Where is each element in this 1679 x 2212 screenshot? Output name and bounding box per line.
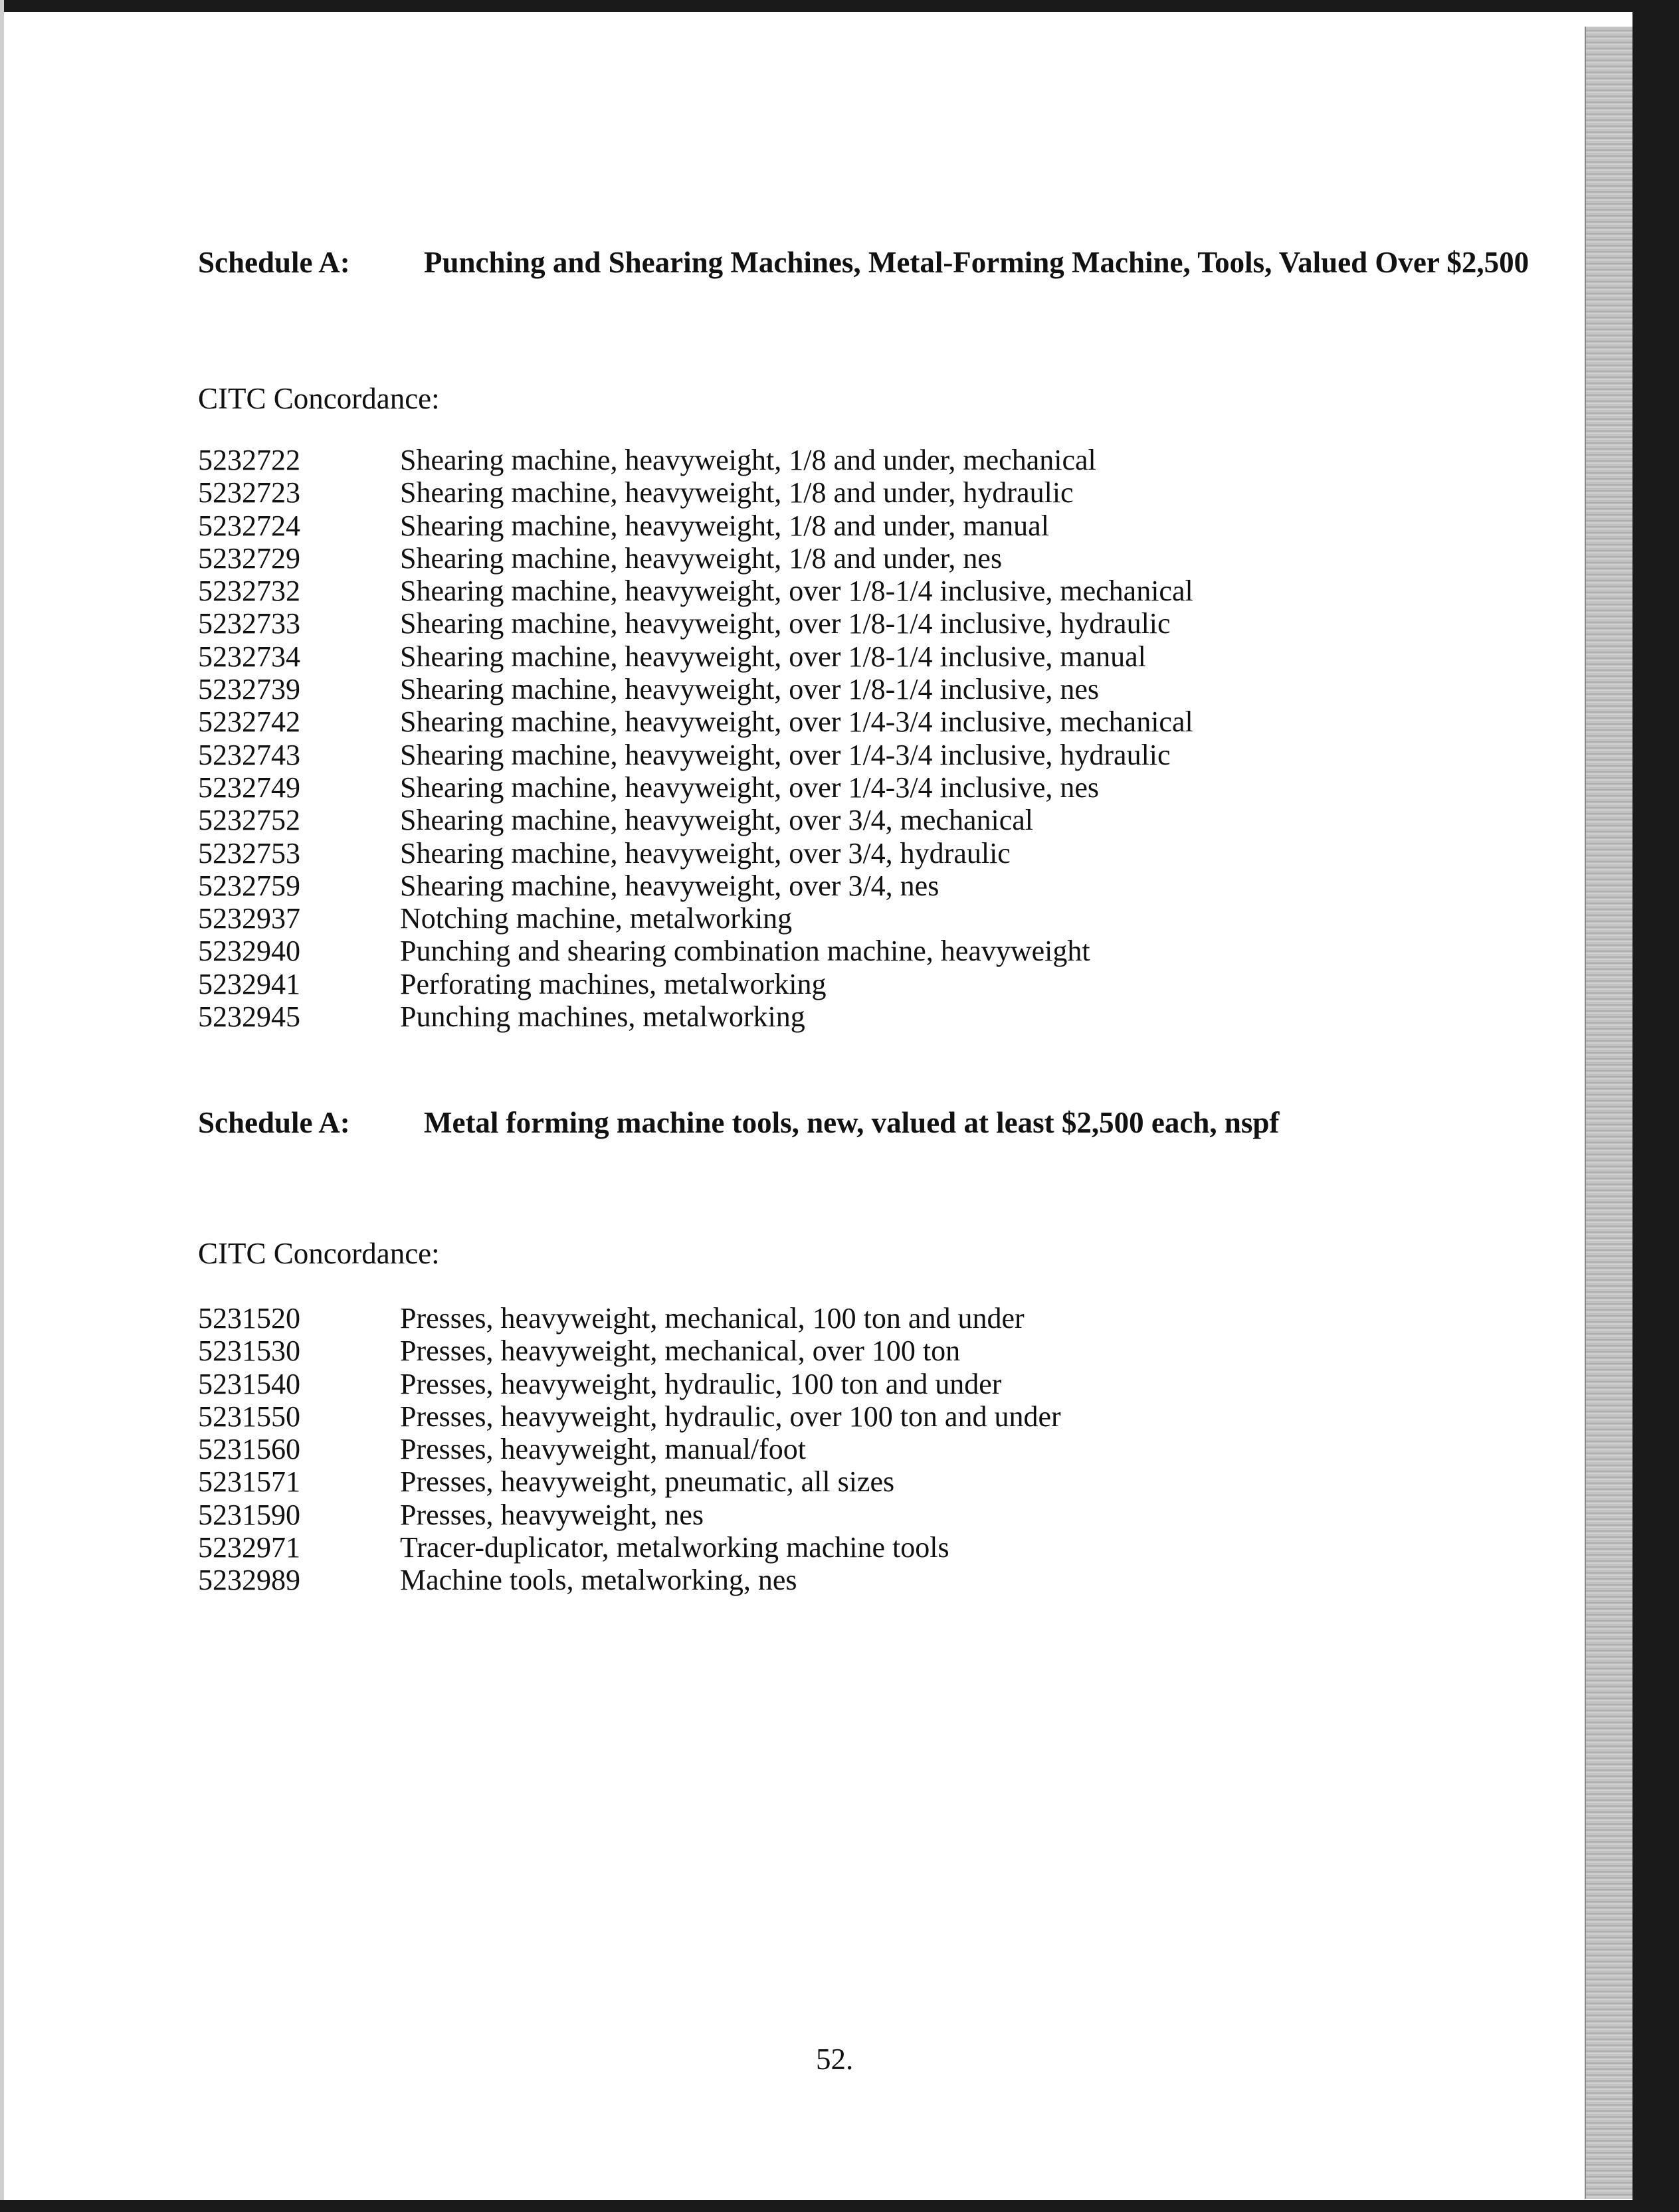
list-item [198,804,1328,836]
item-description: Shearing machine, heavyweight, over 1/4-3/4 inclusive, nes [400,771,1100,804]
citc-code: 5231571 [198,1465,300,1499]
item-description: Presses, heavyweight, manual/foot [400,1433,806,1466]
list-item [198,870,1328,902]
list-item [198,640,1328,673]
list-item [198,1000,1328,1033]
section-1-label: Schedule A: [198,246,350,279]
section-2-title: Metal forming machine tools, new, valued at least $2,500 each, nspf [424,1106,1280,1139]
item-description: Shearing machine, heavyweight, over 3/4, nes [400,869,939,902]
list-item [198,1433,1328,1465]
citc-code: 5232940 [198,935,300,968]
item-description: Shearing machine, heavyweight, over 1/8-1/4 inclusive, mechanical [400,575,1193,608]
item-description: Presses, heavyweight, mechanical, 100 ton and under [400,1302,1025,1335]
list-item [198,673,1328,705]
list-item [198,1465,1328,1498]
list-item [198,1400,1328,1433]
item-description: Shearing machine, heavyweight, over 1/8-1/4 inclusive, hydraulic [400,607,1171,640]
item-description: Shearing machine, heavyweight, over 3/4, mechanical [400,804,1033,837]
citc-code: 5232729 [198,541,300,575]
citc-code: 5232739 [198,673,300,706]
citc-code: 5232759 [198,869,300,902]
citc-code: 5232989 [198,1564,300,1597]
citc-code: 5232941 [198,967,300,1000]
citc-code: 5232733 [198,607,300,640]
section-1-heading [198,246,1530,312]
item-description: Presses, heavyweight, hydraulic, over 100 ton and under [400,1400,1061,1433]
citc-code: 5232749 [198,771,300,804]
list-item [198,1302,1328,1335]
scan-bottom-edge [0,2200,1679,2212]
section-1-code-list [198,444,1328,1033]
section-1-concordance-label: CITC Concordance: [198,382,440,415]
list-item [198,1368,1328,1400]
item-description: Shearing machine, heavyweight, over 1/8-1/4 inclusive, nes [400,673,1100,706]
section-1-title: Punching and Shearing Machines, Metal-Forming Machine, Tools, Valued Over $2,500 [424,246,1530,279]
citc-code: 5231550 [198,1400,300,1433]
item-description: Presses, heavyweight, nes [400,1498,704,1531]
citc-code: 5232734 [198,640,300,673]
item-description: Punching and shearing combination machine, heavyweight [400,935,1090,968]
item-description: Shearing machine, heavyweight, 1/8 and under, mechanical [400,444,1096,476]
list-item [198,837,1328,870]
item-description: Shearing machine, heavyweight, over 1/4-3/4 inclusive, hydraulic [400,738,1171,771]
section-2-heading [198,1106,1484,1172]
item-description: Presses, heavyweight, mechanical, over 100 ton [400,1335,961,1368]
citc-code: 5231560 [198,1433,300,1466]
list-item [198,935,1328,967]
page-number: 52. [816,2043,854,2076]
item-description: Shearing machine, heavyweight, 1/8 and under, manual [400,509,1049,542]
citc-code: 5232743 [198,738,300,771]
list-item [198,771,1328,804]
list-item [198,902,1328,935]
list-item [198,739,1328,771]
list-item [198,1564,1328,1596]
item-description: Presses, heavyweight, pneumatic, all sizes [400,1465,895,1499]
list-item [198,968,1328,1000]
citc-code: 5231590 [198,1498,300,1531]
citc-code: 5232971 [198,1531,300,1564]
list-item [198,1335,1328,1367]
list-item [198,575,1328,607]
citc-code: 5231540 [198,1367,300,1400]
scan-left-edge [0,0,4,2212]
citc-code: 5232723 [198,476,300,509]
list-item [198,542,1328,575]
item-description: Punching machines, metalworking [400,1000,805,1034]
item-description: Presses, heavyweight, hydraulic, 100 ton and under [400,1367,1002,1400]
citc-code: 5231530 [198,1335,300,1368]
citc-code: 5231520 [198,1302,300,1335]
item-description: Perforating machines, metalworking [400,967,827,1000]
section-2-code-list [198,1302,1328,1597]
scan-top-edge [0,0,1679,12]
list-item [198,705,1328,738]
list-item [198,444,1328,476]
item-description: Notching machine, metalworking [400,902,793,935]
section-2-concordance-label: CITC Concordance: [198,1237,440,1270]
list-item [198,509,1328,542]
citc-code: 5232753 [198,836,300,870]
citc-code: 5232937 [198,902,300,935]
list-item [198,1499,1328,1531]
section-2-label: Schedule A: [198,1106,350,1139]
citc-code: 5232752 [198,804,300,837]
citc-code: 5232724 [198,509,300,542]
list-item [198,607,1328,640]
citc-code: 5232742 [198,705,300,739]
item-description: Shearing machine, heavyweight, over 1/4-3/4 inclusive, mechanical [400,705,1193,739]
list-item [198,476,1328,509]
item-description: Machine tools, metalworking, nes [400,1564,797,1597]
list-item [198,1531,1328,1564]
item-description: Shearing machine, heavyweight, 1/8 and under, hydraulic [400,476,1074,509]
citc-code: 5232732 [198,575,300,608]
citc-code: 5232722 [198,444,300,476]
item-description: Shearing machine, heavyweight, over 3/4, hydraulic [400,836,1011,870]
item-description: Shearing machine, heavyweight, over 1/8-1/4 inclusive, manual [400,640,1146,673]
citc-code: 5232945 [198,1000,300,1034]
item-description: Shearing machine, heavyweight, 1/8 and under, nes [400,541,1003,575]
item-description: Tracer-duplicator, metalworking machine tools [400,1531,949,1564]
